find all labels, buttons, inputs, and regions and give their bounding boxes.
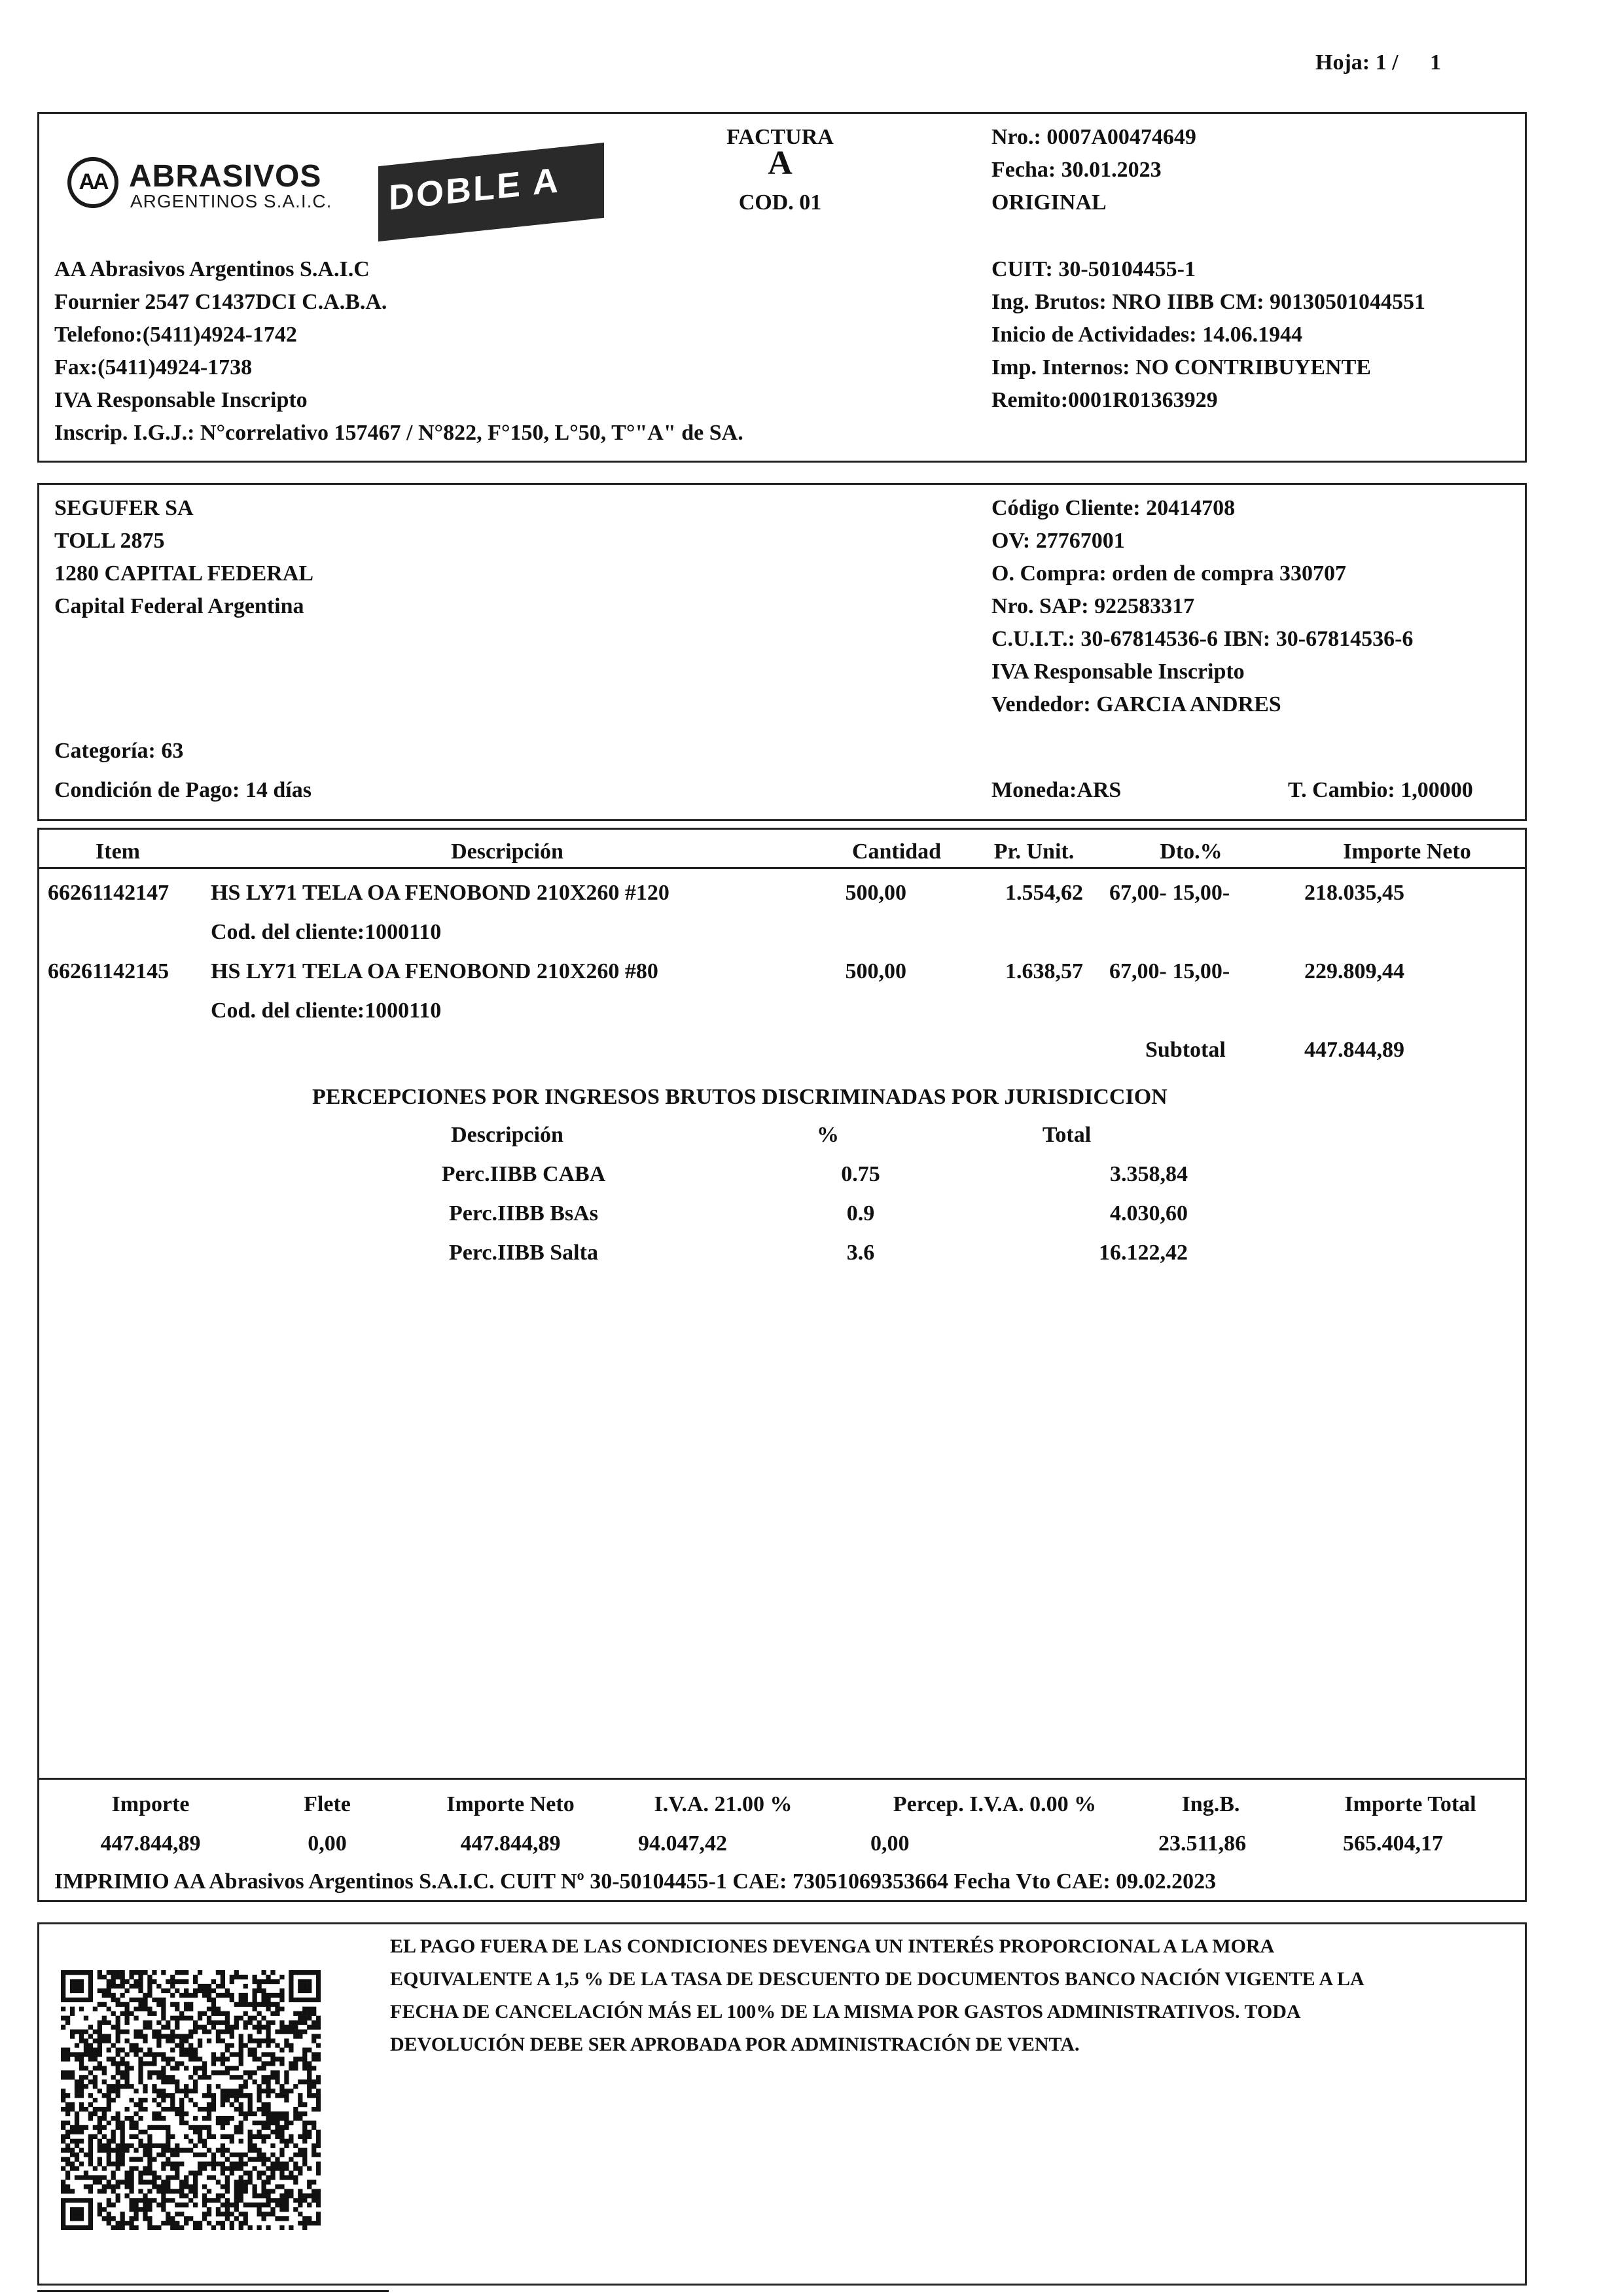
bottom-rule	[37, 2290, 389, 2292]
doc-code: COD. 01	[738, 190, 822, 215]
qr-code	[61, 1970, 321, 2230]
abrasivos-logo	[67, 157, 368, 222]
col-unit-price-header: Pr. Unit.	[993, 839, 1075, 864]
logo-name: ABRASIVOS	[129, 159, 322, 194]
total-flete-header: Flete	[304, 1792, 351, 1816]
aa-logo-icon: AA	[67, 157, 118, 208]
table-row-description: HS LY71 TELA OA FENOBOND 210X260 #80	[211, 959, 658, 983]
perc-row-pct: 0.75	[841, 1162, 880, 1186]
table-row-quantity: 500,00	[845, 881, 906, 905]
order-ov: OV: 27767001	[991, 529, 1125, 553]
remito-number: Remito:0001R01363929	[991, 388, 1218, 412]
total-net-value: 447.844,89	[460, 1831, 561, 1856]
table-row-client-code: Cod. del cliente:1000110	[211, 920, 442, 944]
table-row-unit-price: 1.554,62	[1005, 881, 1083, 905]
payment-condition: Condición de Pago: 14 días	[54, 778, 312, 802]
total-ingb-value: 23.511,86	[1158, 1831, 1247, 1856]
col-quantity-header: Cantidad	[851, 839, 942, 864]
table-row-net: 229.809,44	[1304, 959, 1404, 983]
invoice-date: Fecha: 30.01.2023	[991, 158, 1162, 182]
total-perc-iva-value: 0,00	[870, 1831, 910, 1856]
perc-row-description: Perc.IIBB BsAs	[449, 1201, 598, 1226]
perc-row-pct: 3.6	[846, 1241, 875, 1265]
perc-description-header: Descripción	[451, 1123, 563, 1147]
client-street: TOLL 2875	[54, 529, 165, 553]
subtotal-label: Subtotal	[1145, 1038, 1226, 1062]
invoice-number: Nro.: 0007A00474649	[991, 125, 1196, 149]
total-perc-iva-header: Percep. I.V.A. 0.00 %	[893, 1792, 1097, 1816]
perc-total-header: Total	[1042, 1123, 1092, 1147]
total-amount-value: 565.404,17	[1343, 1831, 1443, 1856]
total-flete-value: 0,00	[308, 1831, 347, 1856]
doc-type: FACTURA	[726, 125, 834, 149]
client-iva: IVA Responsable Inscripto	[991, 660, 1245, 684]
perc-row-description: Perc.IIBB Salta	[449, 1241, 598, 1265]
table-row-discount: 67,00- 15,00-	[1109, 959, 1230, 983]
total-iva-value: 94.047,42	[638, 1831, 727, 1856]
client-category: Categoría: 63	[54, 739, 184, 763]
issuer-ing-brutos: Ing. Brutos: NRO IIBB CM: 90130501044551	[991, 290, 1426, 314]
brand-name: DOBLE A	[389, 160, 560, 218]
client-box	[37, 483, 1527, 821]
page-total: 1	[1430, 50, 1442, 75]
invoice-copy: ORIGINAL	[991, 190, 1107, 215]
issuer-iva: IVA Responsable Inscripto	[54, 388, 308, 412]
table-row-item: 66261142147	[48, 881, 169, 905]
perc-row-description: Perc.IIBB CABA	[441, 1162, 606, 1186]
payment-notice-line: FECHA DE CANCELACIÓN MÁS EL 100% DE LA MISMA POR GASTOS ADMINISTRATIVOS. TODA	[390, 2001, 1301, 2022]
client-city: 1280 CAPITAL FEDERAL	[54, 561, 314, 586]
currency: Moneda:ARS	[991, 778, 1122, 802]
total-net-header: Importe Neto	[446, 1792, 575, 1816]
doc-letter: A	[768, 145, 793, 182]
perc-pct-header: %	[817, 1123, 839, 1147]
issuer-name: AA Abrasivos Argentinos S.A.I.C	[54, 257, 370, 281]
perc-row-total: 16.122,42	[1099, 1241, 1188, 1265]
items-box	[37, 828, 1527, 1902]
items-header-divider	[37, 867, 1527, 869]
cae-line: IMPRIMIO AA Abrasivos Argentinos S.A.I.C. CUIT Nº 30-50104455-1 CAE: 73051069353664 Fecha Vto CAE: 09.02.2023	[54, 1869, 1217, 1894]
payment-notice-line: EQUIVALENTE A 1,5 % DE LA TASA DE DESCUENTO DE DOCUMENTOS BANCO NACIÓN VIGENTE A LA	[390, 1968, 1364, 1990]
perc-row-pct: 0.9	[846, 1201, 875, 1226]
client-region: Capital Federal Argentina	[54, 594, 304, 618]
issuer-igj: Inscrip. I.G.J.: N°correlativo 157467 / N°822, F°150, L°50, T°"A" de SA.	[54, 421, 743, 445]
total-importe-value: 447.844,89	[100, 1831, 201, 1856]
doble-a-logo	[378, 154, 604, 230]
perc-row-total: 4.030,60	[1110, 1201, 1188, 1226]
table-row-quantity: 500,00	[845, 959, 906, 983]
col-net-header: Importe Neto	[1343, 839, 1471, 864]
issuer-fax: Fax:(5411)4924-1738	[54, 355, 253, 380]
table-row-net: 218.035,45	[1304, 881, 1404, 905]
issuer-cuit: CUIT: 30-50104455-1	[991, 257, 1196, 281]
subtotal-value: 447.844,89	[1304, 1038, 1404, 1062]
table-row-description: HS LY71 TELA OA FENOBOND 210X260 #120	[211, 881, 669, 905]
client-cuit: C.U.I.T.: 30-67814536-6 IBN: 30-67814536-6	[991, 627, 1414, 651]
table-row-discount: 67,00- 15,00-	[1109, 881, 1230, 905]
exchange-rate: T. Cambio: 1,00000	[1288, 778, 1473, 802]
table-row-client-code: Cod. del cliente:1000110	[211, 998, 442, 1023]
client-code: Código Cliente: 20414708	[991, 496, 1236, 520]
purchase-order: O. Compra: orden de compra 330707	[991, 561, 1347, 586]
table-row-item: 66261142145	[48, 959, 169, 983]
payment-notice-line: DEVOLUCIÓN DEBE SER APROBADA POR ADMINISTRACIÓN DE VENTA.	[390, 2034, 1080, 2055]
logo-subtitle: ARGENTINOS S.A.I.C.	[130, 191, 332, 211]
total-amount-header: Importe Total	[1344, 1792, 1476, 1816]
total-ingb-header: Ing.B.	[1181, 1792, 1240, 1816]
client-name: SEGUFER SA	[54, 496, 194, 520]
col-discount-header: Dto.%	[1160, 839, 1222, 864]
total-importe-header: Importe	[111, 1792, 190, 1816]
table-row-unit-price: 1.638,57	[1005, 959, 1083, 983]
total-iva-header: I.V.A. 21.00 %	[654, 1792, 793, 1816]
payment-notice-line: EL PAGO FUERA DE LAS CONDICIONES DEVENGA UN INTERÉS PROPORCIONAL A LA MORA	[390, 1935, 1275, 1957]
issuer-phone: Telefono:(5411)4924-1742	[54, 323, 297, 347]
page-number	[1315, 50, 1441, 75]
issuer-start-date: Inicio de Actividades: 14.06.1944	[991, 323, 1303, 347]
totals-divider	[37, 1778, 1527, 1780]
col-description-header: Descripción	[451, 839, 563, 864]
sap-number: Nro. SAP: 922583317	[991, 594, 1195, 618]
col-item-header: Item	[96, 839, 140, 864]
perc-row-total: 3.358,84	[1110, 1162, 1188, 1186]
page-label: Hoja: 1 /	[1315, 50, 1399, 75]
issuer-address: Fournier 2547 C1437DCI C.A.B.A.	[54, 290, 387, 314]
issuer-imp-internos: Imp. Internos: NO CONTRIBUYENTE	[991, 355, 1371, 380]
seller: Vendedor: GARCIA ANDRES	[991, 692, 1281, 716]
perceptions-title: PERCEPCIONES POR INGRESOS BRUTOS DISCRIMINADAS POR JURISDICCION	[312, 1085, 1168, 1109]
